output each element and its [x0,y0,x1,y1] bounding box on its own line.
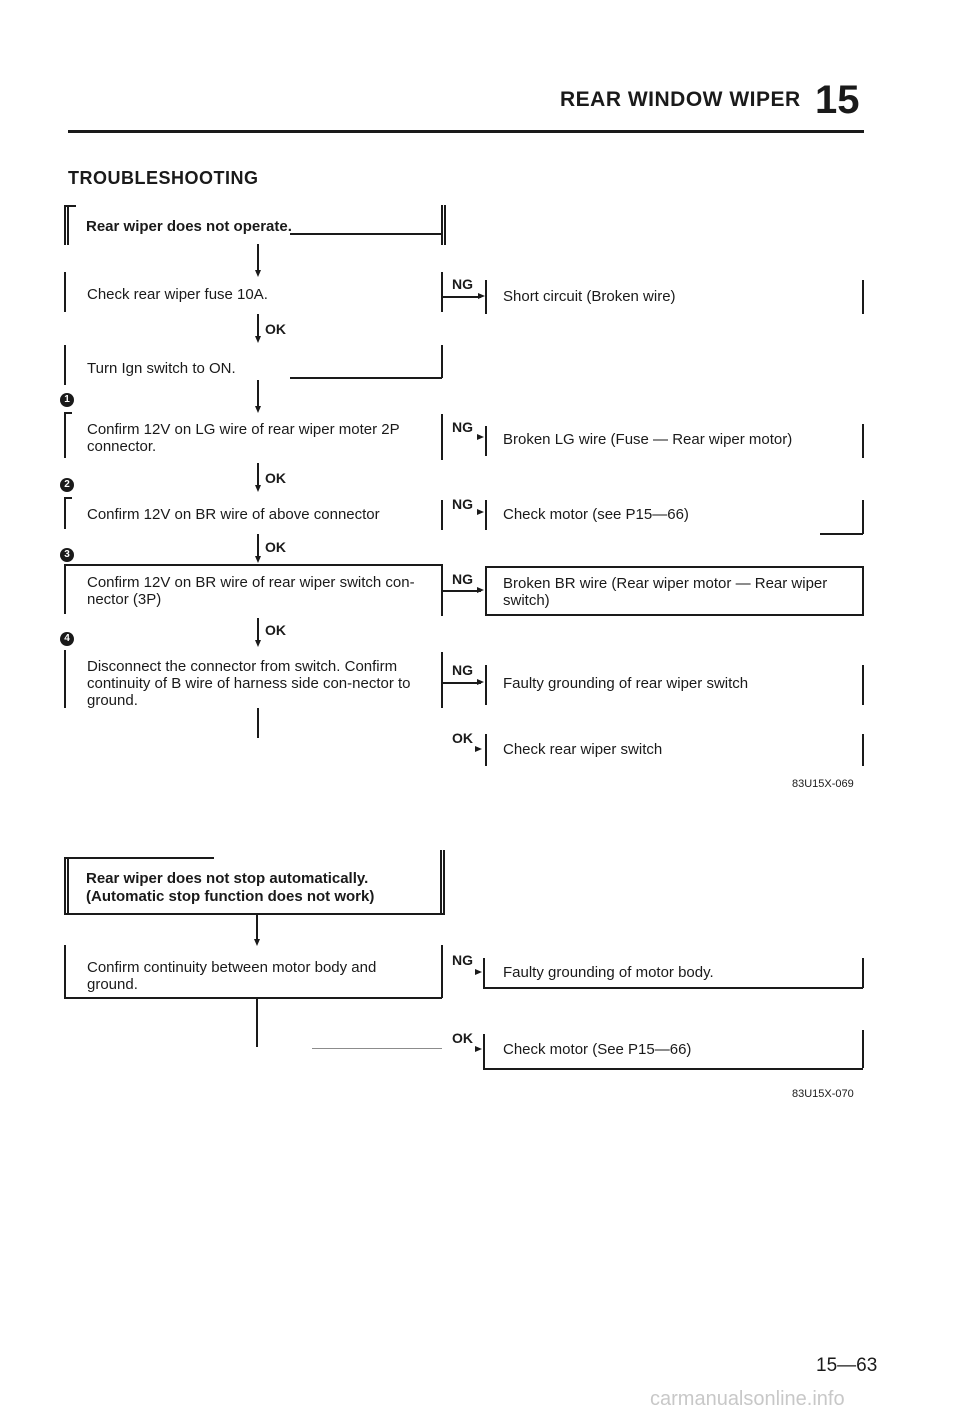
header-rule [68,130,864,133]
flow1-step-ign-switch: Turn Ign switch to ON. [87,360,236,377]
page-number: 15—63 [816,1355,878,1376]
flow1-title: Rear wiper does not operate. [86,218,292,235]
section-title: TROUBLESHOOTING [68,168,259,188]
flow1-step-lg-wire: Confirm 12V on LG wire of rear wiper moter 2P connector. [87,421,400,455]
flow2-step-continuity: Confirm continuity between motor body and ground. [87,959,377,993]
flow1-result-check-motor: Check motor (see P15—66) [503,506,689,523]
ng-label: NG [452,496,473,512]
ng-label: NG [452,419,473,435]
ok-label: OK [265,321,286,337]
section-number: 15 [815,78,860,122]
flow2-title-line2: (Automatic stop function does not work) [86,888,375,905]
ok-label: OK [265,470,286,486]
step-badge-3: 3 [60,548,74,562]
flow1-result-broken-lg: Broken LG wire (Fuse — Rear wiper motor) [503,431,793,448]
watermark: carmanualsonline.info [650,1388,845,1410]
flow1-step-check-fuse: Check rear wiper fuse 10A. [87,286,268,303]
header-title: REAR WINDOW WIPER [560,88,801,111]
flow2-title-line1: Rear wiper does not stop automatically. [86,870,369,887]
ok-label: OK [452,1030,473,1046]
flow1-result-check-switch: Check rear wiper switch [503,741,663,758]
flow1-result-broken-br: Broken BR wire (Rear wiper motor — Rear wiper switch) [503,575,828,609]
flow1-step-br-wire-switch: Confirm 12V on BR wire of rear wiper switch con-nector (3P) [87,574,415,608]
figure-id: 83U15X-070 [792,1088,854,1100]
ok-label: OK [452,730,473,746]
flow2-result-check-motor: Check motor (See P15—66) [503,1041,692,1058]
flow1-step-disconnect: Disconnect the connector from switch. Confirm continuity of B wire of harness side con-nector to ground. [87,658,411,709]
flow1-step-br-wire-connector: Confirm 12V on BR wire of above connector [87,506,380,523]
ng-label: NG [452,571,473,587]
ok-label: OK [265,539,286,555]
ng-label: NG [452,276,473,292]
ok-label: OK [265,622,286,638]
flow1-result-switch-ground: Faulty grounding of rear wiper switch [503,675,749,692]
ng-label: NG [452,952,473,968]
step-badge-2: 2 [60,478,74,492]
figure-id: 83U15X-069 [792,778,854,790]
step-badge-1: 1 [60,393,74,407]
flow1-result-short-circuit: Short circuit (Broken wire) [503,288,676,305]
ng-label: NG [452,662,473,678]
flow2-result-motor-ground: Faulty grounding of motor body. [503,964,714,981]
step-badge-4: 4 [60,632,74,646]
